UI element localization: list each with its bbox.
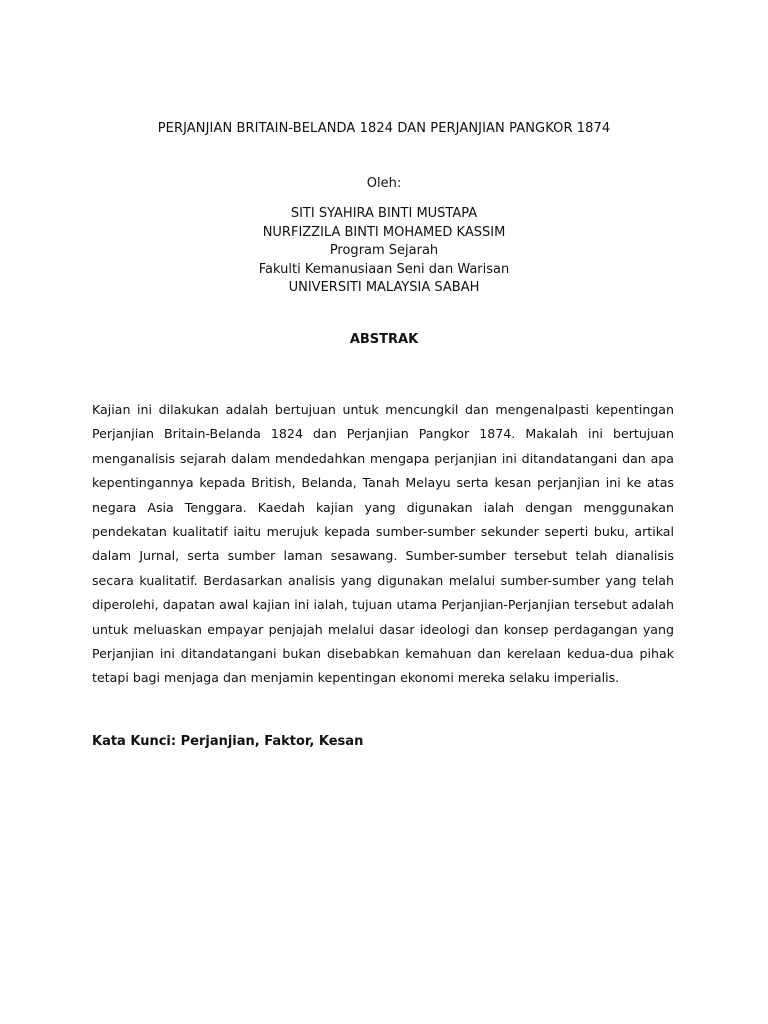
author-line-1: SITI SYAHIRA BINTI MUSTAPA xyxy=(290,206,478,221)
author-block xyxy=(0,205,768,298)
abstract-heading: ABSTRAK xyxy=(349,332,419,347)
keywords-line: Kata Kunci: Perjanjian, Faktor, Kesan xyxy=(92,734,364,749)
by-label: Oleh: xyxy=(366,176,402,191)
faculty-line: Fakulti Kemanusiaan Seni dan Warisan xyxy=(258,261,510,277)
document-title: PERJANJIAN BRITAIN-BELANDA 1824 DAN PERJANJIAN PANGKOR 1874 xyxy=(157,121,611,136)
author-line-2: NURFIZZILA BINTI MOHAMED KASSIM xyxy=(262,224,506,240)
university-line: UNIVERSITI MALAYSIA SABAH xyxy=(288,280,480,295)
program-line: Program Sejarah xyxy=(329,243,439,258)
abstract-paragraph: Kajian ini dilakukan adalah bertujuan untuk mencungkil dan mengenalpasti kepentingan Perjanjian Britain-Belanda 1824 dan Perjanjian Pangkor 1874. Makalah ini bertujuan menganalisis sejarah dalam mendedahkan mengapa perjanjian ini ditandatangani dan apa kepentingannya kepada British, Belanda, Tanah Melayu serta kesan perjanjian ini ke atas negara Asia Tenggara. Kaedah kajian yang digunakan ialah dengan menggunakan pendekatan kualitatif iaitu merujuk kepada sumber-sumber sekunder seperti buku, artikal dalam Jurnal, serta sumber laman sesawang. Sumber-sumber tersebut telah dianalisis secara kualitatif. Berdasarkan analisis yang digunakan melalui sumber-sumber yang telah diperolehi, dapatan awal kajian ini ialah, tujuan utama Perjanjian-Perjanjian tersebut adalah untuk meluaskan empayar penjajah melalui dasar ideologi dan konsep perdagangan yang Perjanjian ini ditandatangani bukan disebabkan kemahuan dan kerelaan kedua-dua pihak tetapi bagi menjaga dan menjamin kepentingan ekonomi mereka selaku imperialis. xyxy=(92,402,674,686)
